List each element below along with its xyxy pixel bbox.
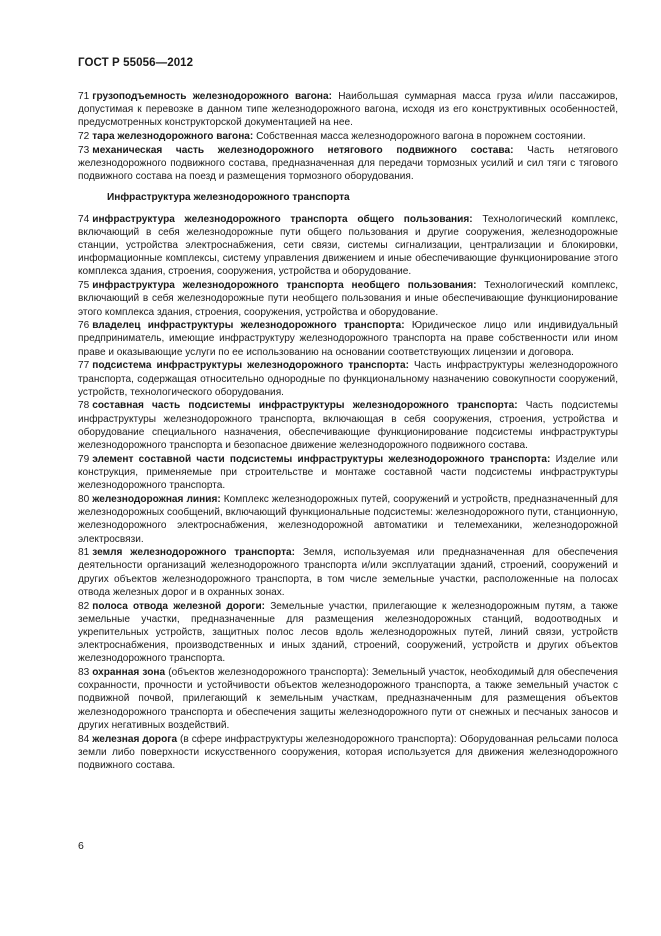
term-definition: (объектов железнодорожного транспорта): Земельный участок, необходимый для обеспечения сохранности, прочности и устойчивости объектов железнодорожного транспорта, а также земельный участок с подвижной почвой, прилегающий к земельным участкам, предназначенным для размещения объектов железнодорожного транспорта и обеспечения защиты железнодорожного пути от снежных и песчаных заносов и других негативных воздействий. — [78, 667, 618, 731]
term-entry — [78, 666, 618, 732]
term-name: земля железнодорожного транспорта: — [92, 547, 295, 559]
term-entry — [78, 359, 618, 399]
term-name: полоса отвода железной дороги: — [92, 600, 266, 612]
term-name: механическая часть железнодорожного нетягового подвижного состава: — [92, 144, 514, 156]
term-name: инфраструктура железнодорожного транспорта общего пользования: — [92, 213, 473, 225]
term-number: 83 — [78, 667, 90, 679]
section-heading: Инфраструктура железнодорожного транспорта — [107, 192, 350, 204]
term-definition: Земельные участки, прилегающие к железнодорожным путям, а также земельные участки, предназначенные для размещения железнодорожных станций, водоотводных и укрепительных устройств, защитных полос лесов вдоль железнодорожных путей, линий связи, устройств электроснабжения, производственных и иных зданий, строений, сооружений, устройств и других объектов железнодорожного транспорта. — [78, 600, 618, 665]
term-name: железнодорожная линия: — [92, 493, 221, 505]
term-entry — [78, 144, 618, 184]
page-number: 6 — [78, 840, 84, 852]
term-entry — [78, 213, 618, 279]
term-entry — [78, 90, 618, 130]
page-header-title: ГОСТ Р 55056—2012 — [78, 57, 194, 69]
term-entry — [78, 279, 618, 319]
term-definition: Собственная масса железнодорожного вагона в порожнем состоянии. — [253, 131, 586, 143]
term-number: 79 — [78, 453, 90, 465]
term-number: 72 — [78, 131, 90, 143]
term-name: подсистема инфраструктуры железнодорожного транспорта: — [92, 360, 409, 372]
term-definition: Часть подсистемы инфраструктуры железнодорожного транспорта, включающая в себя сооружения, строения, устройства и оборудование специального назначения, обеспечивающие функционирование подсистемы инфраструктуры железнодорожного транспорта и безопасное движение железнодорожного подвижного состава. — [78, 400, 618, 452]
term-name: железная дорога — [92, 733, 178, 745]
term-list-infrastructure — [78, 213, 618, 773]
term-name: тара железнодорожного вагона: — [92, 131, 254, 143]
term-number: 76 — [78, 320, 90, 332]
term-entry — [78, 493, 618, 546]
term-definition: Часть инфраструктуры железнодорожного транспорта, содержащая относительно однородные по функциональному назначению совокупности сооружений, устройств, технологического оборудования. — [78, 360, 619, 398]
term-number: 78 — [78, 400, 90, 412]
term-number: 77 — [78, 360, 90, 372]
term-definition: Технологический комплекс, включающий в себя железнодорожные пути необщего пользования и иные обеспечивающие функционирование этого комплекса здания, строения, сооружения, устройства и оборудование. — [78, 280, 618, 318]
term-definition: Изделие или конструкция, применяемые при строительстве и монтаже составной части подсистемы инфраструктуры железнодорожного транспорта. — [78, 453, 619, 492]
term-name: владелец инфраструктуры железнодорожного транспорта: — [92, 320, 405, 332]
term-entry — [78, 546, 618, 599]
term-definition: (в сфере инфраструктуры железнодорожного транспорта): Оборудованная рельсами полоса земли либо поверхности искусственного сооружения, которая используется для движения железнодорожного подвижного состава. — [78, 733, 618, 771]
term-entry — [78, 453, 618, 493]
term-definition: Земля, используемая или предназначенная для обеспечения деятельности организаций железнодорожного транспорта и/или эксплуатации зданий, строений, сооружений и других объектов железнодорожного транспорта, в том числе земельные участки, расположенные на полосах отвода железных дорог и в охранных зонах. — [78, 547, 618, 598]
term-number: 75 — [78, 280, 90, 292]
term-name: охранная зона — [92, 667, 166, 679]
term-definition: Технологический комплекс, включающий в себя железнодорожные пути общего пользования и другие сооружения, железнодорожные станции, устройства электроснабжения, сети связи, системы сигнализации, централизации и блокировки, информационные комплексы, систему управления движением и иные обеспечивающие функционирование этого комплекса здания, строения, сооружения, устройства и оборудование. — [78, 213, 619, 278]
term-entry — [78, 319, 618, 359]
term-definition: Юридическое лицо или индивидуальный предприниматель, имеющие инфраструктуру железнодорожного транспорта на праве собственности или ином праве и оказывающие услуги по ее использованию на основании соответствующих лицензии и договора. — [78, 320, 618, 358]
term-number: 82 — [78, 600, 90, 612]
term-number: 71 — [78, 91, 90, 102]
document-body — [78, 90, 618, 773]
term-name: элемент составной части подсистемы инфраструктуры железнодорожного транспорта: — [92, 453, 551, 465]
term-number: 74 — [78, 213, 90, 225]
term-number: 80 — [78, 493, 90, 505]
term-name: инфраструктура железнодорожного транспорта необщего пользования: — [92, 280, 477, 292]
term-entry — [78, 600, 618, 666]
term-entry — [78, 130, 618, 143]
term-name: грузоподъемность железнодорожного вагона: — [92, 91, 333, 102]
term-definition: Наибольшая суммарная масса груза и/или пассажиров, допустимая к перевозке в данном типе железнодорожного вагона, исходя из его конструктивных особенностей, предусмотренных конструкторской документацией на нее. — [78, 91, 618, 129]
term-number: 84 — [78, 733, 90, 745]
term-definition: Часть нетягового железнодорожного подвижного состава, предназначенная для передачи тормозных усилий и сил тяги с тягового подвижного состава на поезд и размещения тормозного оборудования. — [78, 144, 618, 183]
term-entry — [78, 733, 618, 773]
term-name: составная часть подсистемы инфраструктуры железнодорожного транспорта: — [92, 400, 518, 412]
term-list-rolling-stock — [78, 90, 618, 183]
term-definition: Комплекс железнодорожных путей, сооружений и устройств, предназначенный для железнодорожных сообщений, включающий функциональные подсистемы: железнодорожного пути, станционную, железнодорожного электроснабжения, железнодорожной автоматики и телемеханики, железнодорожной электросвязи. — [78, 493, 618, 545]
term-entry — [78, 399, 618, 452]
term-number: 81 — [78, 547, 90, 559]
term-number: 73 — [78, 144, 90, 156]
